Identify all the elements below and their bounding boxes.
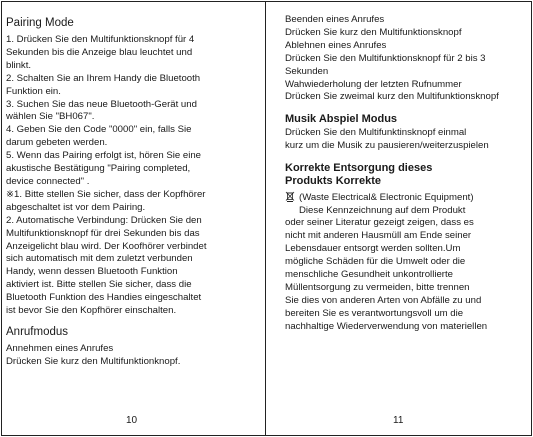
disposal-line: mögliche Schäden für die Umwelt oder die bbox=[285, 256, 466, 268]
pairing-instructions bbox=[6, 34, 256, 318]
pairing-line: device connected" . bbox=[6, 175, 90, 187]
pairing-line: Funktion ein. bbox=[6, 85, 61, 97]
call-line: Sekunden bbox=[285, 65, 329, 77]
disposal-line: Sie dies von anderen Arten von Abfälle zu und bbox=[285, 294, 482, 306]
call-mode-line: Annehmen eines Anrufes bbox=[6, 342, 114, 354]
disposal-heading-line-2: Produkts Korrekte bbox=[285, 175, 381, 188]
pairing-line: 4. Geben Sie den Code "0000" ein, falls Sie bbox=[6, 124, 192, 136]
pairing-line: ist bevor Sie den Kopfhörer einschalten. bbox=[6, 305, 177, 317]
disposal-line: nachhaltige Wiederverwendung von materiellen bbox=[285, 320, 488, 332]
disposal-text bbox=[285, 205, 517, 334]
disposal-line: menschliche Gesundheit unkontrollierte bbox=[285, 269, 453, 281]
weee-label: (Waste Electrical& Electronic Equipment) bbox=[299, 191, 474, 203]
pairing-line: 1. Drücken Sie den Multifunktionsknopf für 4 bbox=[6, 34, 195, 45]
music-line: Drücken Sie den Multifunktinsknopf einmal bbox=[285, 126, 467, 138]
pairing-line: Bluetooth Funktion des Handies eingeschaltet bbox=[6, 292, 202, 304]
pairing-line: Handy, wenn dessen Bluetooth Funktion bbox=[6, 266, 178, 278]
page-number-right: 11 bbox=[393, 415, 404, 426]
right-page bbox=[285, 14, 517, 334]
pairing-line: aktiviert ist. Bitte stellen Sie sicher, dass die bbox=[6, 279, 192, 291]
call-line: Ablehnen eines Anrufes bbox=[285, 39, 387, 51]
call-mode-heading: Anrufmodus bbox=[6, 325, 69, 338]
disposal-first-line bbox=[285, 191, 517, 205]
weee-crossed-bin-icon bbox=[285, 191, 295, 202]
pairing-line: Sekunden bis die Anzeige blau leuchtet und bbox=[6, 46, 193, 58]
pairing-line: abgeschaltet ist vor dem Pairing. bbox=[6, 201, 146, 213]
pairing-line: wählen Sie "BH067". bbox=[6, 111, 95, 123]
pairing-line: 5. Wenn das Pairing erfolgt ist, hören Sie eine bbox=[6, 150, 202, 162]
call-mode-line: Drücken Sie kurz den Multifunktionknopf. bbox=[6, 355, 181, 367]
disposal-line: Müllentsorgung zu vermeiden, bitte trennen bbox=[285, 282, 470, 293]
disposal-line: Diese Kennzeichnung auf dem Produkt bbox=[299, 204, 466, 216]
music-instructions bbox=[285, 127, 517, 153]
pairing-line: 2. Schalten Sie an Ihrem Handy die Bluetooth bbox=[6, 72, 201, 84]
disposal-line: bereiten Sie es verantwortungsvoll um die bbox=[285, 307, 464, 319]
pairing-mode-heading: Pairing Mode bbox=[6, 17, 74, 29]
call-line: Wahwiederholung der letzten Rufnummer bbox=[285, 78, 462, 90]
disposal-line: oder seiner Literatur gezeigt zeigen, dass es bbox=[285, 217, 474, 229]
music-line: kurz um die Musik zu pausieren/weiterzuspielen bbox=[285, 139, 489, 151]
left-page bbox=[6, 14, 256, 369]
call-line: Drücken Sie kurz den Multifunktionsknopf bbox=[285, 26, 462, 38]
call-line: Drücken Sie den Multifunktionsknopf für 2 bis 3 bbox=[285, 52, 486, 64]
pairing-line: Multifunktionsknopf für drei Sekunden bis das bbox=[6, 227, 200, 239]
pairing-line: 2. Automatische Verbindung: Drücken Sie den bbox=[6, 214, 202, 226]
page-number-left: 10 bbox=[126, 415, 138, 426]
music-mode-heading: Musik Abspiel Modus bbox=[285, 113, 398, 126]
pairing-line: ※1. Bitte stellen Sie sicher, dass der Kopfhörer bbox=[6, 188, 206, 200]
pairing-line: 3. Suchen Sie das neue Bluetooth-Gerät und bbox=[6, 98, 197, 110]
disposal-line: Lebensdauer entsorgt werden sollten.Um bbox=[285, 243, 461, 255]
pairing-line: Anzeigelicht blau wird. Der Koofhörer verbindet bbox=[6, 240, 207, 252]
pairing-line: blinkt. bbox=[6, 59, 32, 71]
call-line: Drücken Sie zweimal kurz den Multifunktionsknopf bbox=[285, 91, 499, 103]
pairing-line: sich automatisch mit dem zuletzt verbunden bbox=[6, 253, 193, 265]
disposal-line: nicht mit anderen Hausmüll am Ende seiner bbox=[285, 230, 472, 242]
page-divider bbox=[265, 1, 266, 435]
call-instructions bbox=[285, 14, 517, 104]
disposal-heading-line-1: Korrekte Entsorgung dieses bbox=[285, 161, 433, 174]
pairing-line: akustische Bestätigung "Pairing completed, bbox=[6, 163, 191, 175]
call-mode-instructions bbox=[6, 343, 256, 369]
pairing-line: darum gebeten werden. bbox=[6, 137, 108, 149]
call-line: Beenden eines Anrufes bbox=[285, 14, 385, 25]
